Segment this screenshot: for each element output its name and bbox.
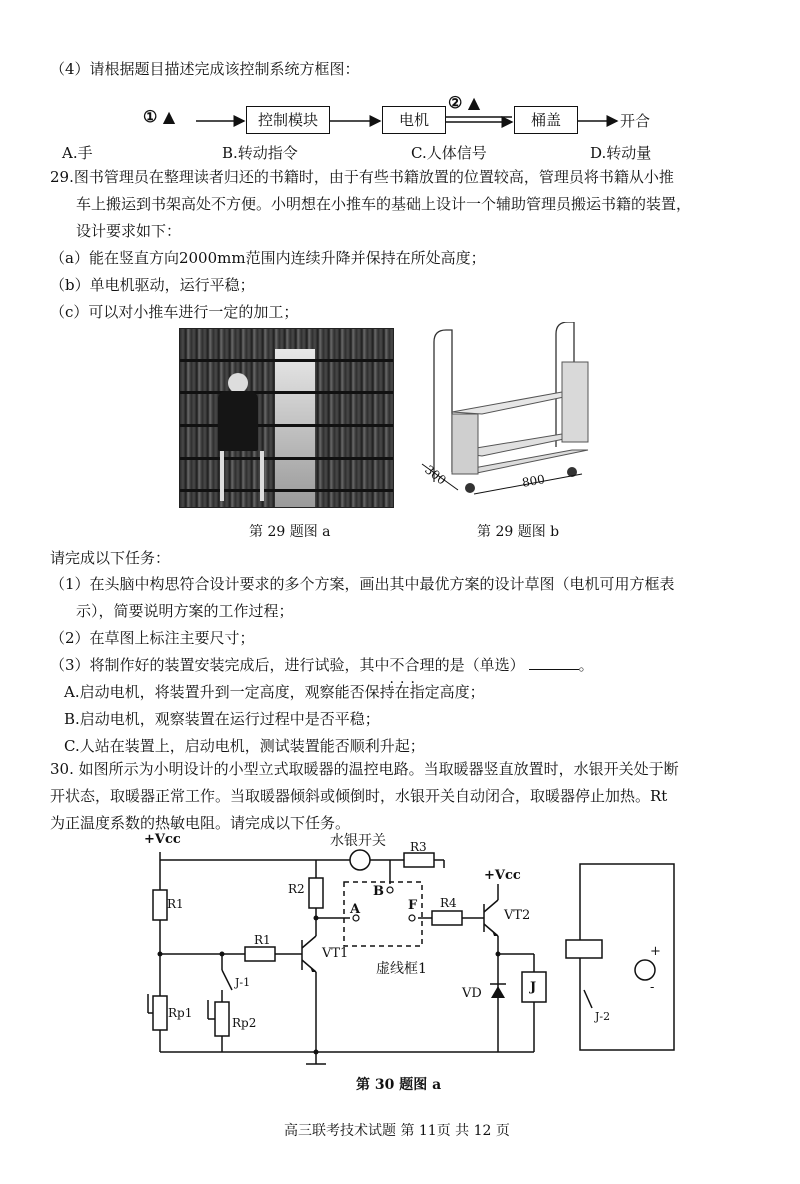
fig-29a-caption: 第 29 题图 a — [249, 524, 331, 540]
q29-task3-end: 。 — [578, 656, 594, 674]
q4-option-a: A.手 — [62, 144, 93, 162]
q4-box-lid: 桶盖 — [514, 106, 578, 134]
label-plus: + — [650, 944, 661, 959]
dim-width-label: 800 — [520, 472, 546, 490]
label-minus: - — [650, 980, 655, 995]
q30-line-2: 开状态，取暖器正常工作。当取暖器倾斜或倾倒时，水银开关自动闭合，取暖器停止加热。Rt — [50, 787, 668, 805]
label-r3: R3 — [410, 840, 427, 854]
q29-line-2: 车上搬运到书架高处不方便。小明想在小推车的基础上设计一个辅助管理员搬运书籍的装置， — [76, 195, 692, 213]
potentiometer-rp1 — [153, 996, 167, 1030]
label-vd: VD — [462, 986, 482, 1001]
label-dashed-box: 虚线框1 — [376, 961, 427, 977]
label-f: F — [408, 898, 418, 913]
q4-blank-1: ① ▲ — [143, 107, 176, 126]
resistor-r1-base — [245, 947, 275, 961]
fig-30a-caption: 第 30 题图 a — [356, 1077, 442, 1093]
q29-tasks-intro: 请完成以下任务： — [50, 549, 171, 567]
label-r4: R4 — [440, 896, 457, 910]
q29-task3-pre: （3）将制作好的装置安装完成后，进行试验，其中 — [50, 656, 390, 674]
q29-task1-line2: 示），简要说明方案的工作过程； — [76, 602, 294, 620]
label-r1-base: R1 — [254, 933, 271, 947]
q4-output: 开合 — [620, 112, 651, 130]
label-b: B — [373, 884, 384, 899]
q29-task2: （2）在草图上标注主要尺寸； — [50, 629, 255, 647]
label-mercury-switch: 水银开关 — [330, 833, 386, 849]
fig-29b-caption: 第 29 题图 b — [477, 524, 560, 540]
q4-option-b: B.转动指令 — [222, 144, 298, 162]
label-vt2: VT2 — [504, 908, 531, 923]
label-vcc-left: +Vcc — [144, 832, 181, 847]
resistor-r3 — [404, 853, 434, 867]
q4-box-control-module: 控制模块 — [246, 106, 330, 134]
potentiometer-rp2 — [215, 1002, 229, 1036]
circuit-diagram — [0, 830, 800, 1080]
q4-arrows — [0, 0, 800, 140]
q30-line-1: 30. 如图所示为小明设计的小型立式取暖器的温控电路。当取暖器竖直放置时，水银开关处于断 — [50, 760, 679, 778]
label-rp1: Rp1 — [168, 1006, 193, 1020]
label-vcc-right: +Vcc — [484, 868, 521, 883]
label-a: A — [350, 902, 361, 917]
label-r1-left: R1 — [167, 897, 184, 911]
label-r2: R2 — [288, 882, 305, 896]
q29-task3-emphasis: 不合理 ··· — [390, 656, 435, 674]
q4-option-d: D.转动量 — [590, 144, 652, 162]
q29-option-a: A.启动电机，将装置升到一定高度，观察能否保持在指定高度； — [64, 683, 485, 701]
q29-task3 — [50, 652, 594, 679]
q4-option-c: C.人体信号 — [411, 144, 487, 162]
q29-req-a: （a）能在竖直方向2000mm范围内连续升降并保持在所处高度； — [50, 249, 486, 267]
q29-req-c: （c）可以对小推车进行一定的加工； — [50, 303, 299, 321]
q29-task3-post: 的是（单选） — [434, 656, 525, 674]
answer-blank[interactable] — [529, 669, 579, 670]
label-vt1: VT1 — [322, 946, 349, 961]
resistor-r2 — [309, 878, 323, 908]
q29-option-c: C.人站在装置上，启动电机，测试装置能否顺利升起； — [64, 737, 425, 755]
q4-blank-2: ② ▲ — [448, 93, 481, 112]
q30-line-3: 为正温度系数的热敏电阻。请完成以下任务。 — [50, 814, 351, 832]
dim-depth-label: 300 — [422, 462, 449, 488]
q29-line-3: 设计要求如下： — [76, 222, 182, 240]
heater-element — [566, 940, 602, 958]
q29-req-b: （b）单电机驱动，运行平稳； — [50, 276, 255, 294]
label-rp2: Rp2 — [232, 1016, 257, 1030]
resistor-r1-left — [153, 890, 167, 920]
q29-option-b: B.启动电机，观察装置在运行过程中是否平稳； — [64, 710, 380, 728]
q29-task1-line1: （1）在头脑中构思符合设计要求的多个方案，画出其中最优方案的设计草图（电机可用方框表 — [50, 575, 675, 593]
page-footer: 高三联考技术试题 第 11页 共 12 页 — [284, 1123, 510, 1139]
q4-box-motor: 电机 — [382, 106, 446, 134]
label-j: J — [530, 980, 537, 995]
q29-line-1: 29.图书管理员在整理读者归还的书籍时，由于有些书籍放置的位置较高，管理员将书籍从小推 — [50, 168, 674, 186]
label-j2: J-2 — [595, 1010, 611, 1023]
q4-prompt: （4）请根据题目描述完成该控制系统方框图： — [50, 60, 360, 78]
library-photo — [179, 328, 394, 508]
label-j1: J-1 — [235, 976, 251, 989]
resistor-r4 — [432, 911, 462, 925]
